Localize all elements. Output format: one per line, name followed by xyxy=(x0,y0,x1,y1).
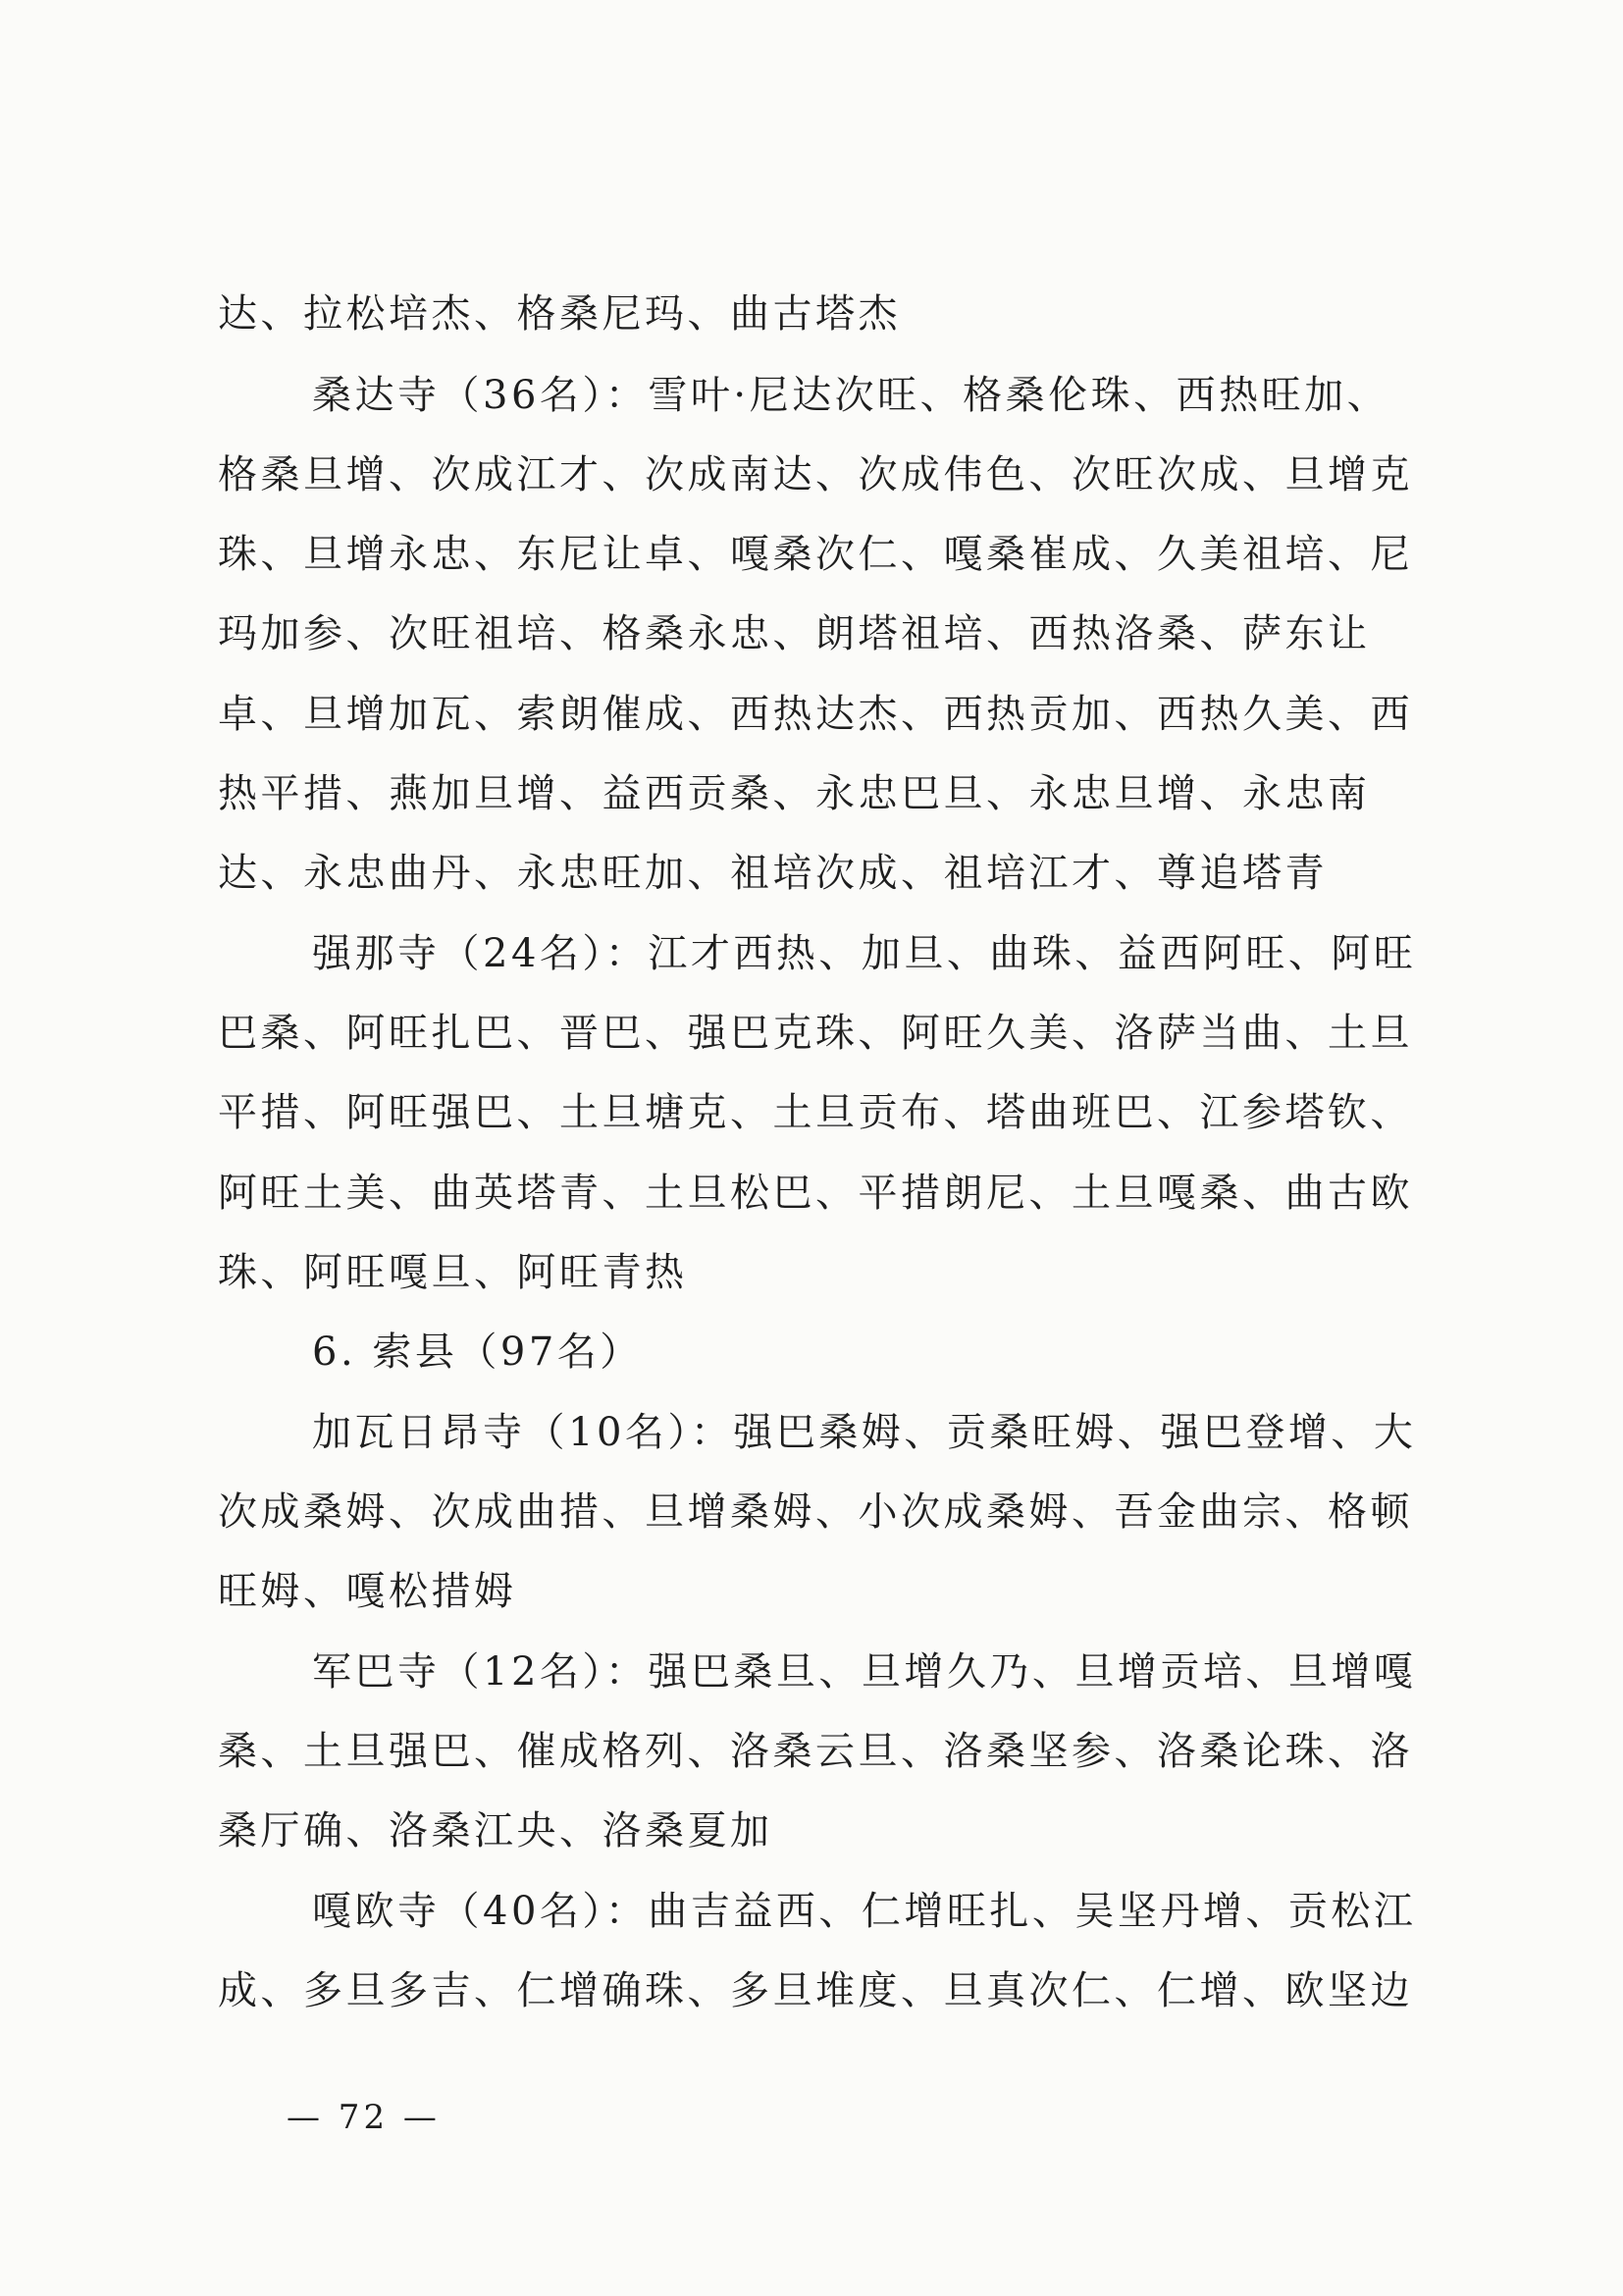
text-line: 珠、旦增永忠、东尼让卓、嘎桑次仁、嘎桑崔成、久美祖培、尼 xyxy=(218,532,1413,577)
text-line: 强那寺（24名）：江才西热、加旦、曲珠、益西阿旺、阿旺 xyxy=(312,931,1417,976)
text-line: 次成桑姆、次成曲措、旦增桑姆、小次成桑姆、吾金曲宗、格顿 xyxy=(218,1489,1413,1535)
page-number: — 72 — xyxy=(287,2098,441,2137)
text-line: 达、永忠曲丹、永忠旺加、祖培次成、祖培江才、尊追塔青 xyxy=(218,851,1328,896)
text-line: 桑、土旦强巴、催成格列、洛桑云旦、洛桑坚参、洛桑论珠、洛 xyxy=(218,1729,1413,1774)
text-line: 珠、阿旺嘎旦、阿旺青热 xyxy=(218,1250,688,1295)
text-line: 桑厅确、洛桑江央、洛桑夏加 xyxy=(218,1808,773,1853)
text-line: 平措、阿旺强巴、土旦塘克、土旦贡布、塔曲班巴、江参塔钦、 xyxy=(218,1090,1413,1135)
text-line: 军巴寺（12名）：强巴桑旦、旦增久乃、旦增贡培、旦增嘎 xyxy=(312,1649,1417,1695)
text-line: 阿旺土美、曲英塔青、土旦松巴、平措朗尼、土旦嘎桑、曲古欧 xyxy=(218,1171,1413,1216)
section-heading: 6. 索县（97名） xyxy=(312,1330,643,1375)
text-line: 卓、旦增加瓦、索朗催成、西热达杰、西热贡加、西热久美、西 xyxy=(218,692,1413,737)
text-line: 旺姆、嘎松措姆 xyxy=(218,1569,517,1614)
text-line: 玛加参、次旺祖培、格桑永忠、朗塔祖培、西热洛桑、萨东让 xyxy=(218,611,1371,656)
text-line: 格桑旦增、次成江才、次成南达、次成伟色、次旺次成、旦增克 xyxy=(218,452,1413,497)
text-line: 嘎欧寺（40名）：曲吉益西、仁增旺扎、吴坚丹增、贡松江 xyxy=(312,1889,1417,1934)
text-line: 成、多旦多吉、仁增确珠、多旦堆度、旦真次仁、仁增、欧坚边 xyxy=(218,1968,1413,2013)
text-line: 桑达寺（36名）：雪叶·尼达次旺、格桑伦珠、西热旺加、 xyxy=(312,373,1390,418)
text-line: 加瓦日昂寺（10名）：强巴桑姆、贡桑旺姆、强巴登增、大 xyxy=(312,1410,1417,1455)
text-line: 巴桑、阿旺扎巴、晋巴、强巴克珠、阿旺久美、洛萨当曲、土旦 xyxy=(218,1011,1413,1056)
text-line: 热平措、燕加旦增、益西贡桑、永忠巴旦、永忠旦增、永忠南 xyxy=(218,771,1371,816)
text-line: 达、拉松培杰、格桑尼玛、曲古塔杰 xyxy=(218,291,901,337)
